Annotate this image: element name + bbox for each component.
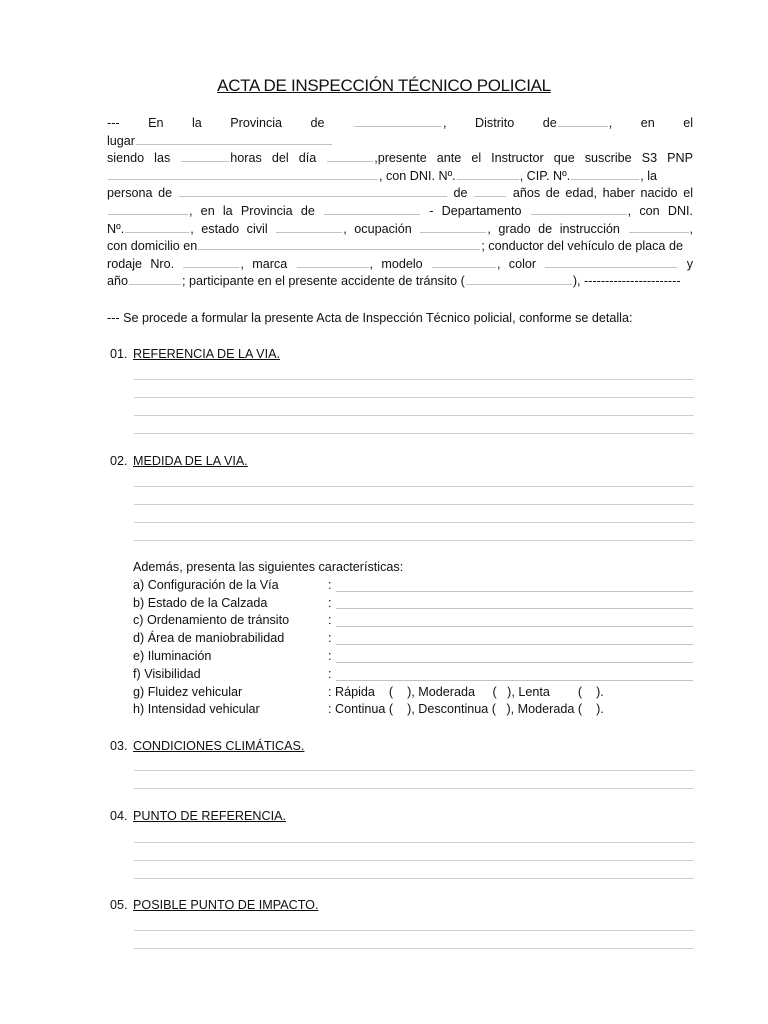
departamento-field[interactable] <box>531 202 627 215</box>
writing-line[interactable] <box>134 860 694 861</box>
grado-instruccion-field[interactable] <box>629 220 689 233</box>
char-estado-calzada: b) Estado de la Calzada : <box>133 595 693 613</box>
writing-line[interactable] <box>134 379 694 380</box>
section-title: PUNTO DE REFERENCIA. <box>133 809 287 823</box>
writing-line[interactable] <box>134 522 694 523</box>
horas-field[interactable] <box>181 149 229 162</box>
edad-field[interactable] <box>474 184 506 197</box>
intro-line-7: Nº. , estado civil , ocupación , grado de instrucción , <box>107 221 694 236</box>
lugar-field[interactable] <box>136 132 332 145</box>
intro-line-1: --- En la Provincia de , Distrito de , en el <box>107 116 694 130</box>
writing-line[interactable] <box>134 486 694 487</box>
writing-line[interactable] <box>134 948 694 949</box>
section-condiciones-climaticas <box>110 739 694 757</box>
char-answer-line[interactable] <box>336 680 693 681</box>
writing-line[interactable] <box>134 770 694 771</box>
intro-line-5: persona de de años de edad, haber nacido el <box>107 186 694 201</box>
char-visibilidad: f) Visibilidad : <box>133 666 693 684</box>
char-fluidez-vehicular: g) Fluidez vehicular : Rápida ( ), Moderada ( ), Lenta ( ). <box>133 684 693 702</box>
char-answer-line[interactable] <box>336 608 693 609</box>
intro-line-10: año ; participante en el presente accidente de tránsito ( ), ----------------------- <box>107 274 681 289</box>
intro-line-4: , con DNI. Nº. , CIP. Nº. , la <box>107 167 693 185</box>
char-answer-line[interactable] <box>336 591 693 592</box>
persona-field[interactable] <box>179 184 447 197</box>
section-title: MEDIDA DE LA VIA. <box>133 454 248 468</box>
char-answer-line[interactable] <box>336 626 693 627</box>
section-title: POSIBLE PUNTO DE IMPACTO. <box>133 898 319 912</box>
procede-text: --- Se procede a formular la presente Acta de Inspección Técnico policial, conforme se detalla: <box>107 311 633 325</box>
writing-line[interactable] <box>134 397 694 398</box>
accidente-field[interactable] <box>466 272 572 285</box>
writing-line[interactable] <box>134 788 694 789</box>
section-number: 02. <box>110 454 128 468</box>
section-referencia-via <box>110 347 694 365</box>
modelo-field[interactable] <box>432 255 496 268</box>
intro-line-2: lugar <box>107 132 693 150</box>
document-title: ACTA DE INSPECCIÓN TÉCNICO POLICIAL <box>217 76 551 95</box>
estado-civil-field[interactable] <box>276 220 342 233</box>
section-number: 01. <box>110 347 128 361</box>
section-title: CONDICIONES CLIMÁTICAS. <box>133 739 305 753</box>
instructor-field[interactable] <box>108 167 378 180</box>
anio-field[interactable] <box>129 272 181 285</box>
section-number: 05. <box>110 898 128 912</box>
char-answer-line[interactable] <box>336 662 693 663</box>
ocupacion-field[interactable] <box>420 220 486 233</box>
writing-line[interactable] <box>134 504 694 505</box>
writing-line[interactable] <box>134 842 694 843</box>
intro-paragraph <box>107 114 693 290</box>
provincia-nacimiento-field[interactable] <box>324 202 420 215</box>
section-posible-punto-impacto <box>110 898 694 916</box>
marca-field[interactable] <box>297 255 369 268</box>
char-answer-line[interactable] <box>336 644 693 645</box>
char-ordenamiento-transito: c) Ordenamiento de tránsito : <box>133 612 693 630</box>
section-number: 04. <box>110 809 128 823</box>
fluidez-options[interactable]: : Rápida ( ), Moderada ( ), Lenta ( ). <box>328 684 604 699</box>
char-iluminacion: e) Iluminación : <box>133 648 693 666</box>
dni-persona-field[interactable] <box>125 220 189 233</box>
intro-line-8: con domicilio en ; conductor del vehículo de placa de <box>107 239 683 254</box>
intro-line-9: rodaje Nro. , marca , modelo , color y <box>107 256 693 271</box>
nacimiento-field[interactable] <box>108 202 188 215</box>
provincia-field[interactable]: , <box>353 116 447 130</box>
intro-line-3: siendo las horas del día ,presente ante el Instructor que suscribe S3 PNP <box>107 151 694 166</box>
characteristics-intro: Además, presenta las siguientes características: <box>133 560 404 574</box>
writing-line[interactable] <box>134 540 694 541</box>
section-number: 03. <box>110 739 128 753</box>
char-intensidad-vehicular: h) Intensidad vehicular : Continua ( ), Descontinua ( ), Moderada ( ). <box>133 701 693 719</box>
intensidad-options[interactable]: : Continua ( ), Descontinua ( ), Moderada ( ). <box>328 702 604 717</box>
characteristics-block <box>133 559 693 719</box>
char-configuracion-via: a) Configuración de la Vía : <box>133 577 693 595</box>
placa-field[interactable] <box>183 255 239 268</box>
distrito-field[interactable]: de , <box>542 116 613 130</box>
writing-line[interactable] <box>134 878 694 879</box>
writing-line[interactable] <box>134 415 694 416</box>
cip-field[interactable] <box>571 167 639 180</box>
color-field[interactable] <box>545 255 677 268</box>
section-title: REFERENCIA DE LA VIA. <box>133 347 280 361</box>
section-medida-via <box>110 454 694 472</box>
section-punto-referencia <box>110 809 694 827</box>
domicilio-field[interactable] <box>198 237 480 250</box>
dni-instructor-field[interactable] <box>457 167 519 180</box>
intro-line-6: , en la Provincia de - Departamento , con DNI. <box>107 202 693 220</box>
char-area-maniobrabilidad: d) Área de maniobrabilidad : <box>133 630 693 648</box>
dia-field[interactable] <box>327 149 373 162</box>
writing-line[interactable] <box>134 433 694 434</box>
writing-line[interactable] <box>134 930 694 931</box>
